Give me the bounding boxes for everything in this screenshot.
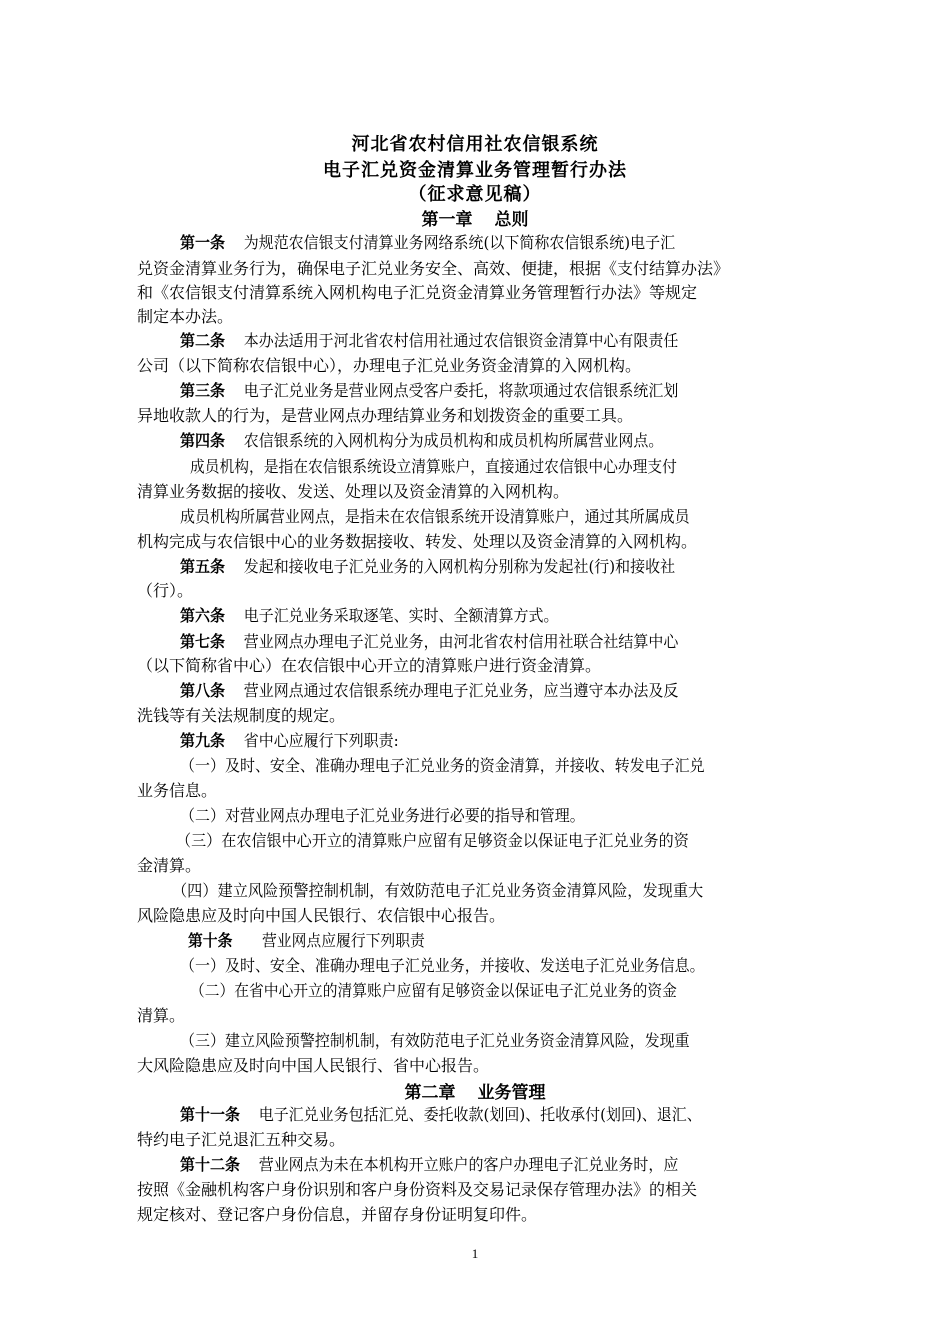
article-line xyxy=(180,556,817,578)
article-text: 为规范农信银支付清算业务网络系统(以下简称农信银系统)电子汇 xyxy=(243,233,676,252)
article-text: 本办法适用于河北省农村信用社通过农信银资金清算中心有限责任 xyxy=(243,331,679,350)
text-line: 大风险隐患应及时向中国人民银行、省中心报告。 xyxy=(137,1056,490,1075)
text-line: 清算业务数据的接收、发送、处理以及资金清算的入网机构。 xyxy=(137,482,570,501)
chapter-heading xyxy=(0,205,950,230)
text-line: 特约电子汇兑退汇五种交易。 xyxy=(137,1130,346,1149)
article-line xyxy=(180,232,817,254)
text-line: 洗钱等有关法规制度的规定。 xyxy=(137,706,346,725)
article-number: 第七条 xyxy=(180,632,225,651)
text-line: （三）建立风险预警控制机制，有效防范电子汇兑业务资金清算风险，发现重 xyxy=(180,1031,690,1050)
article-number: 第五条 xyxy=(180,557,225,576)
article-line xyxy=(188,930,817,952)
text-line: （二）在省中心开立的清算账户应留有足够资金以保证电子汇兑业务的资金 xyxy=(190,981,677,1000)
draft-note: （征求意见稿） xyxy=(408,184,542,205)
text-line: 按照《金融机构客户身份识别和客户身份资料及交易记录保存管理办法》的相关 xyxy=(137,1180,698,1199)
text-line: 和《农信银支付清算系统入网机构电子汇兑资金清算业务管理暂行办法》等规定 xyxy=(137,283,698,302)
text-line: 公司（以下简称农信银中心），办理电子汇兑业务资金清算的入网机构。 xyxy=(137,356,642,375)
document-title: 河北省农村信用社农信银系统 xyxy=(351,134,599,155)
article-line xyxy=(180,631,817,653)
article-text: 营业网点办理电子汇兑业务，由河北省农村信用社联合社结算中心 xyxy=(243,632,679,651)
article-line xyxy=(180,1154,817,1176)
article-line xyxy=(180,1104,817,1126)
text-line: 风险隐患应及时向中国人民银行、农信银中心报告。 xyxy=(137,906,506,925)
text-line: （四）建立风险预警控制机制，有效防范电子汇兑业务资金清算风险，发现重大 xyxy=(172,881,704,900)
article-text: 营业网点应履行下列职责 xyxy=(262,931,425,950)
text-line: 清算。 xyxy=(137,1006,186,1025)
article-number: 第一条 xyxy=(180,233,225,252)
article-text: 农信银系统的入网机构分为成员机构和成员机构所属营业网点。 xyxy=(243,431,664,450)
article-line xyxy=(180,430,817,452)
text-line: 金清算。 xyxy=(137,856,202,875)
text-line: （三）在农信银中心开立的清算账户应留有足够资金以保证电子汇兑业务的资 xyxy=(176,831,689,850)
article-number: 第十一条 xyxy=(180,1105,240,1124)
article-line xyxy=(180,380,817,402)
article-number: 第十条 xyxy=(188,931,233,950)
article-number: 第九条 xyxy=(180,731,225,750)
article-line xyxy=(180,680,817,702)
text-line: 兑资金清算业务行为，确保电子汇兑业务安全、高效、便捷，根据《支付结算办法》 xyxy=(137,259,730,278)
text-line: 成员机构，是指在农信银系统设立清算账户，直接通过农信银中心办理支付 xyxy=(190,457,677,476)
article-text: 营业网点通过农信银系统办理电子汇兑业务，应当遵守本办法及反 xyxy=(243,681,679,700)
article-text: 发起和接收电子汇兑业务的入网机构分别称为发起社(行)和接收社 xyxy=(243,557,676,576)
chapter-name: 总则 xyxy=(494,210,529,230)
chapter-heading xyxy=(0,1078,950,1103)
page-number: 1 xyxy=(471,1246,479,1261)
document-subtitle: 电子汇兑资金清算业务管理暂行办法 xyxy=(323,160,627,181)
article-number: 第三条 xyxy=(180,381,225,400)
article-number: 第十二条 xyxy=(180,1155,240,1174)
article-text: 电子汇兑业务是营业网点受客户委托，将款项通过农信银系统汇划 xyxy=(243,381,679,400)
article-line xyxy=(180,730,817,752)
text-line: 业务信息。 xyxy=(137,781,218,800)
article-number: 第二条 xyxy=(180,331,225,350)
text-line: 规定核对、登记客户身份信息，并留存身份证明复印件。 xyxy=(137,1205,538,1224)
article-number: 第四条 xyxy=(180,431,225,450)
article-text: 营业网点为未在本机构开立账户的客户办理电子汇兑业务时，应 xyxy=(258,1155,679,1174)
article-text: 电子汇兑业务包括汇兑、委托收款(划回)、托收承付(划回)、退汇、 xyxy=(258,1105,702,1124)
chapter-number: 第一章 xyxy=(421,210,473,230)
article-number: 第八条 xyxy=(180,681,225,700)
text-line: 制定本办法。 xyxy=(137,307,234,326)
text-line: （行）。 xyxy=(137,581,194,600)
article-line xyxy=(180,605,817,627)
text-line: （一）及时、安全、准确办理电子汇兑业务，并接收、发送电子汇兑业务信息。 xyxy=(180,956,705,975)
text-line: （二）对营业网点办理电子汇兑业务进行必要的指导和管理。 xyxy=(180,806,585,825)
text-line: 成员机构所属营业网点，是指未在农信银系统开设清算账户，通过其所属成员 xyxy=(180,507,690,526)
chapter-number: 第二章 xyxy=(404,1083,456,1103)
article-line xyxy=(180,330,817,352)
text-line: （以下简称省中心）在农信银中心开立的清算账户进行资金清算。 xyxy=(137,656,602,675)
article-number: 第六条 xyxy=(180,606,225,625)
text-line: 机构完成与农信银中心的业务数据接收、转发、处理以及资金清算的入网机构。 xyxy=(137,532,698,551)
article-text: 电子汇兑业务采取逐笔、实时、全额清算方式。 xyxy=(243,606,559,625)
article-text: 省中心应履行下列职责: xyxy=(243,731,399,750)
text-line: 异地收款人的行为，是营业网点办理结算业务和划拨资金的重要工具。 xyxy=(137,406,634,425)
text-line: （一）及时、安全、准确办理电子汇兑业务的资金清算，并接收、转发电子汇兑 xyxy=(180,756,705,775)
chapter-name: 业务管理 xyxy=(477,1083,546,1103)
